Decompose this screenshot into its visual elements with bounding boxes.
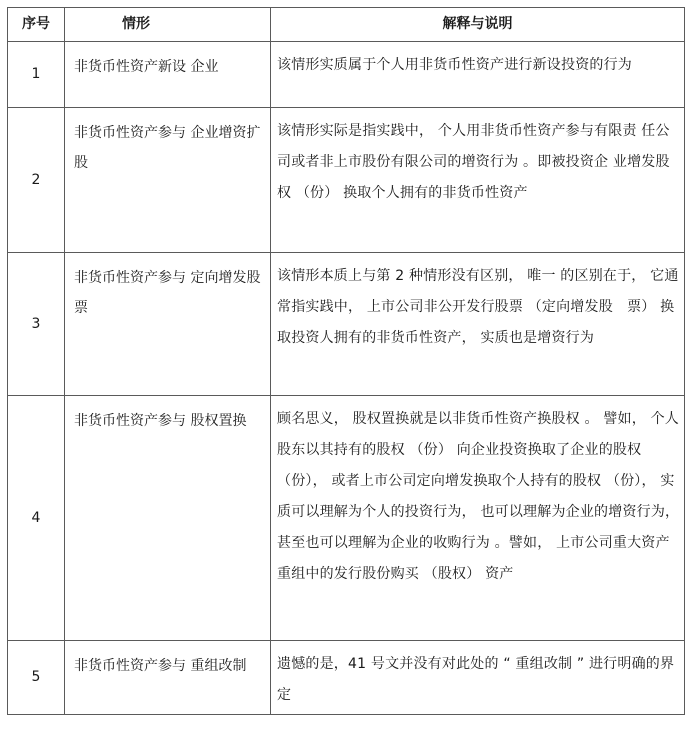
row-case: 非货币性资产新设 企业 — [65, 42, 271, 108]
row-desc: 该情形本质上与第 2 种情形没有区别， 唯一 的区别在于， 它通常指实践中， 上市公司非公开发行股票 （定向增发股 票） 换取投资人拥有的非货币性资产， 实质也是增资行为 — [271, 253, 685, 396]
row-case: 非货币性资产参与 定向增发股票 — [65, 253, 271, 396]
row-desc: 该情形实质属于个人用非货币性资产进行新设投资的行为 — [271, 42, 685, 108]
row-number: 1 — [8, 42, 65, 108]
row-number: 3 — [8, 253, 65, 396]
row-case: 非货币性资产参与 重组改制 — [65, 641, 271, 715]
table-row — [8, 396, 685, 641]
row-desc: 遗憾的是，41 号文并没有对此处的 “ 重组改制 ” 进行明确的界定 — [271, 641, 685, 715]
table-row — [8, 108, 685, 253]
row-desc: 顾名思义， 股权置换就是以非货币性资产换股权 。 譬如， 个人股东以其持有的股权 （份） 向企业投资换取了企业的股权 （份）， 或者上市公司定向增发换取个人持有的股权 （份）， 实质可以理解为个人的投资行为， 也可以理解为企业的增资行为， 甚至也可以理解为企业的收购行为 。譬如， 上市公司重大资产重组中的发行股份购买 （股权） 资产 — [271, 396, 685, 641]
table-row — [8, 641, 685, 715]
policy-table — [7, 7, 685, 715]
row-number: 5 — [8, 641, 65, 715]
header-case: 情形 — [65, 8, 271, 42]
header-row — [8, 8, 685, 42]
table-row — [8, 253, 685, 396]
row-number: 4 — [8, 396, 65, 641]
row-case: 非货币性资产参与 股权置换 — [65, 396, 271, 641]
header-no: 序号 — [8, 8, 65, 42]
row-case: 非货币性资产参与 企业增资扩股 — [65, 108, 271, 253]
header-desc: 解释与说明 — [271, 8, 685, 42]
table-row — [8, 42, 685, 108]
row-number: 2 — [8, 108, 65, 253]
row-desc: 该情形实际是指实践中， 个人用非货币性资产参与有限责 任公司或者非上市股份有限公司的增资行为 。即被投资企 业增发股权 （份） 换取个人拥有的非货币性资产 — [271, 108, 685, 253]
